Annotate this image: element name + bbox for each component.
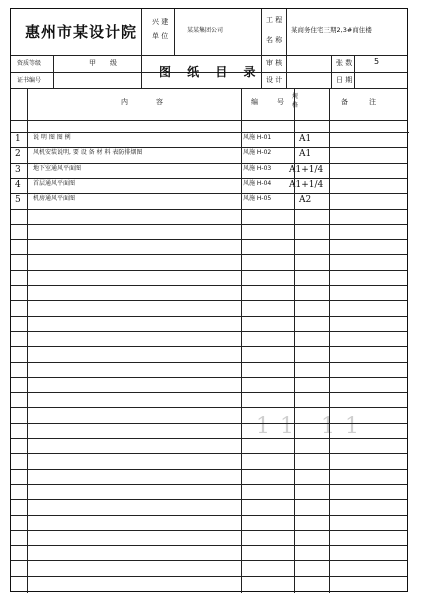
table-row-line: [11, 576, 407, 577]
table-row-line: [11, 453, 407, 454]
column-header-spec: 规: [292, 93, 299, 100]
table-row-line: [11, 132, 409, 133]
document-title: 图 纸 目 录: [159, 65, 262, 79]
row-spec: A1: [299, 134, 312, 144]
table-row-line: [11, 530, 407, 531]
row-number: 3: [15, 164, 21, 175]
date-label: 日 期: [336, 76, 353, 84]
table-row-line: [11, 270, 407, 271]
table-column-line: [241, 88, 242, 593]
grid-line: [286, 9, 287, 88]
table-row-line: [11, 239, 407, 240]
table-row-line: [11, 560, 407, 561]
table-row-line: [11, 484, 407, 485]
grade-label: 资质等级: [17, 60, 42, 67]
table-row-line: [11, 300, 407, 301]
row-content: 机房通风平面图: [33, 195, 76, 203]
table-row-line: [11, 178, 407, 179]
cert-label: 证书编号: [17, 77, 42, 84]
row-spec: A1+1/4: [289, 179, 324, 190]
row-code: 风施 H-05: [243, 195, 272, 203]
column-header-number: 编: [251, 98, 258, 106]
row-spec: A2: [299, 195, 312, 206]
table-column-line: [329, 88, 330, 593]
review-label: 审 核: [266, 59, 283, 67]
row-number: 2: [15, 149, 21, 160]
column-header-remark: 备 注: [341, 98, 376, 106]
grid-line: [141, 9, 142, 55]
table-row-line: [11, 423, 407, 424]
row-code: 风施 H-02: [243, 149, 272, 157]
client-label: 兴 建: [152, 18, 169, 26]
table-row-line: [11, 346, 407, 347]
table-row-line: [11, 209, 407, 210]
table-row-line: [11, 362, 407, 363]
row-code: 风施 H-01: [243, 134, 272, 141]
table-row-line: [11, 515, 407, 516]
table-row-line: [11, 163, 407, 164]
table-row-line: [11, 407, 407, 408]
header-divider: [11, 55, 407, 56]
header-divider: [11, 88, 407, 89]
project-value: 某商务住宅三期2,3#商住楼: [291, 26, 372, 34]
grid-line: [141, 55, 142, 88]
grid-line: [53, 55, 54, 88]
row-content: 风机安装说明, 要 设 备 材 料 表防排烟图: [33, 149, 143, 157]
table-row-line: [11, 193, 407, 194]
row-number: 4: [15, 179, 21, 190]
table-row-line: [11, 469, 407, 470]
table-row-line: [11, 254, 407, 255]
grid-line: [331, 55, 332, 88]
row-content: 首层通风平面图: [33, 179, 76, 187]
row-spec: A1+1/4: [289, 164, 324, 175]
sheets-value: 5: [374, 57, 380, 66]
table-row-line: [11, 499, 407, 500]
drawing-sheet: [10, 8, 408, 592]
table-row-line: [11, 285, 407, 286]
sheets-label: 张 数: [336, 59, 353, 67]
column-header-number: 号: [277, 98, 284, 106]
row-number: 5: [15, 195, 21, 206]
row-number: 1: [15, 134, 21, 144]
design-label: 设 计: [266, 76, 283, 84]
project-label: 工 程: [266, 16, 283, 24]
table-row-line: [11, 224, 407, 225]
column-header-spec: 格: [292, 102, 299, 109]
watermark: 11 11: [256, 414, 369, 439]
table-row-line: [11, 316, 407, 317]
client-value: 某某集团公司: [187, 27, 224, 34]
grid-line: [174, 9, 175, 55]
table-column-line: [294, 88, 295, 593]
column-header-content: 内 容: [121, 98, 163, 106]
row-content: 说 明 图 图 例: [33, 134, 71, 141]
table-row-line: [11, 545, 407, 546]
table-row-line: [11, 392, 407, 393]
row-spec: A1: [299, 149, 312, 160]
institute-name: 惠州市某设计院: [25, 23, 138, 41]
table-row-line: [11, 438, 407, 439]
table-column-line: [27, 88, 28, 593]
row-code: 风施 H-03: [243, 164, 272, 172]
project-label: 名 称: [266, 36, 283, 44]
client-label: 单 位: [152, 32, 169, 40]
table-row-line: [11, 120, 407, 121]
table-row-line: [11, 331, 407, 332]
grade-value: 甲 级: [89, 59, 117, 67]
table-row-line: [11, 147, 407, 148]
grid-line: [354, 55, 355, 88]
table-row-line: [11, 377, 407, 378]
row-code: 风施 H-04: [243, 179, 272, 187]
row-content: 地下室通风平面图: [33, 164, 82, 172]
